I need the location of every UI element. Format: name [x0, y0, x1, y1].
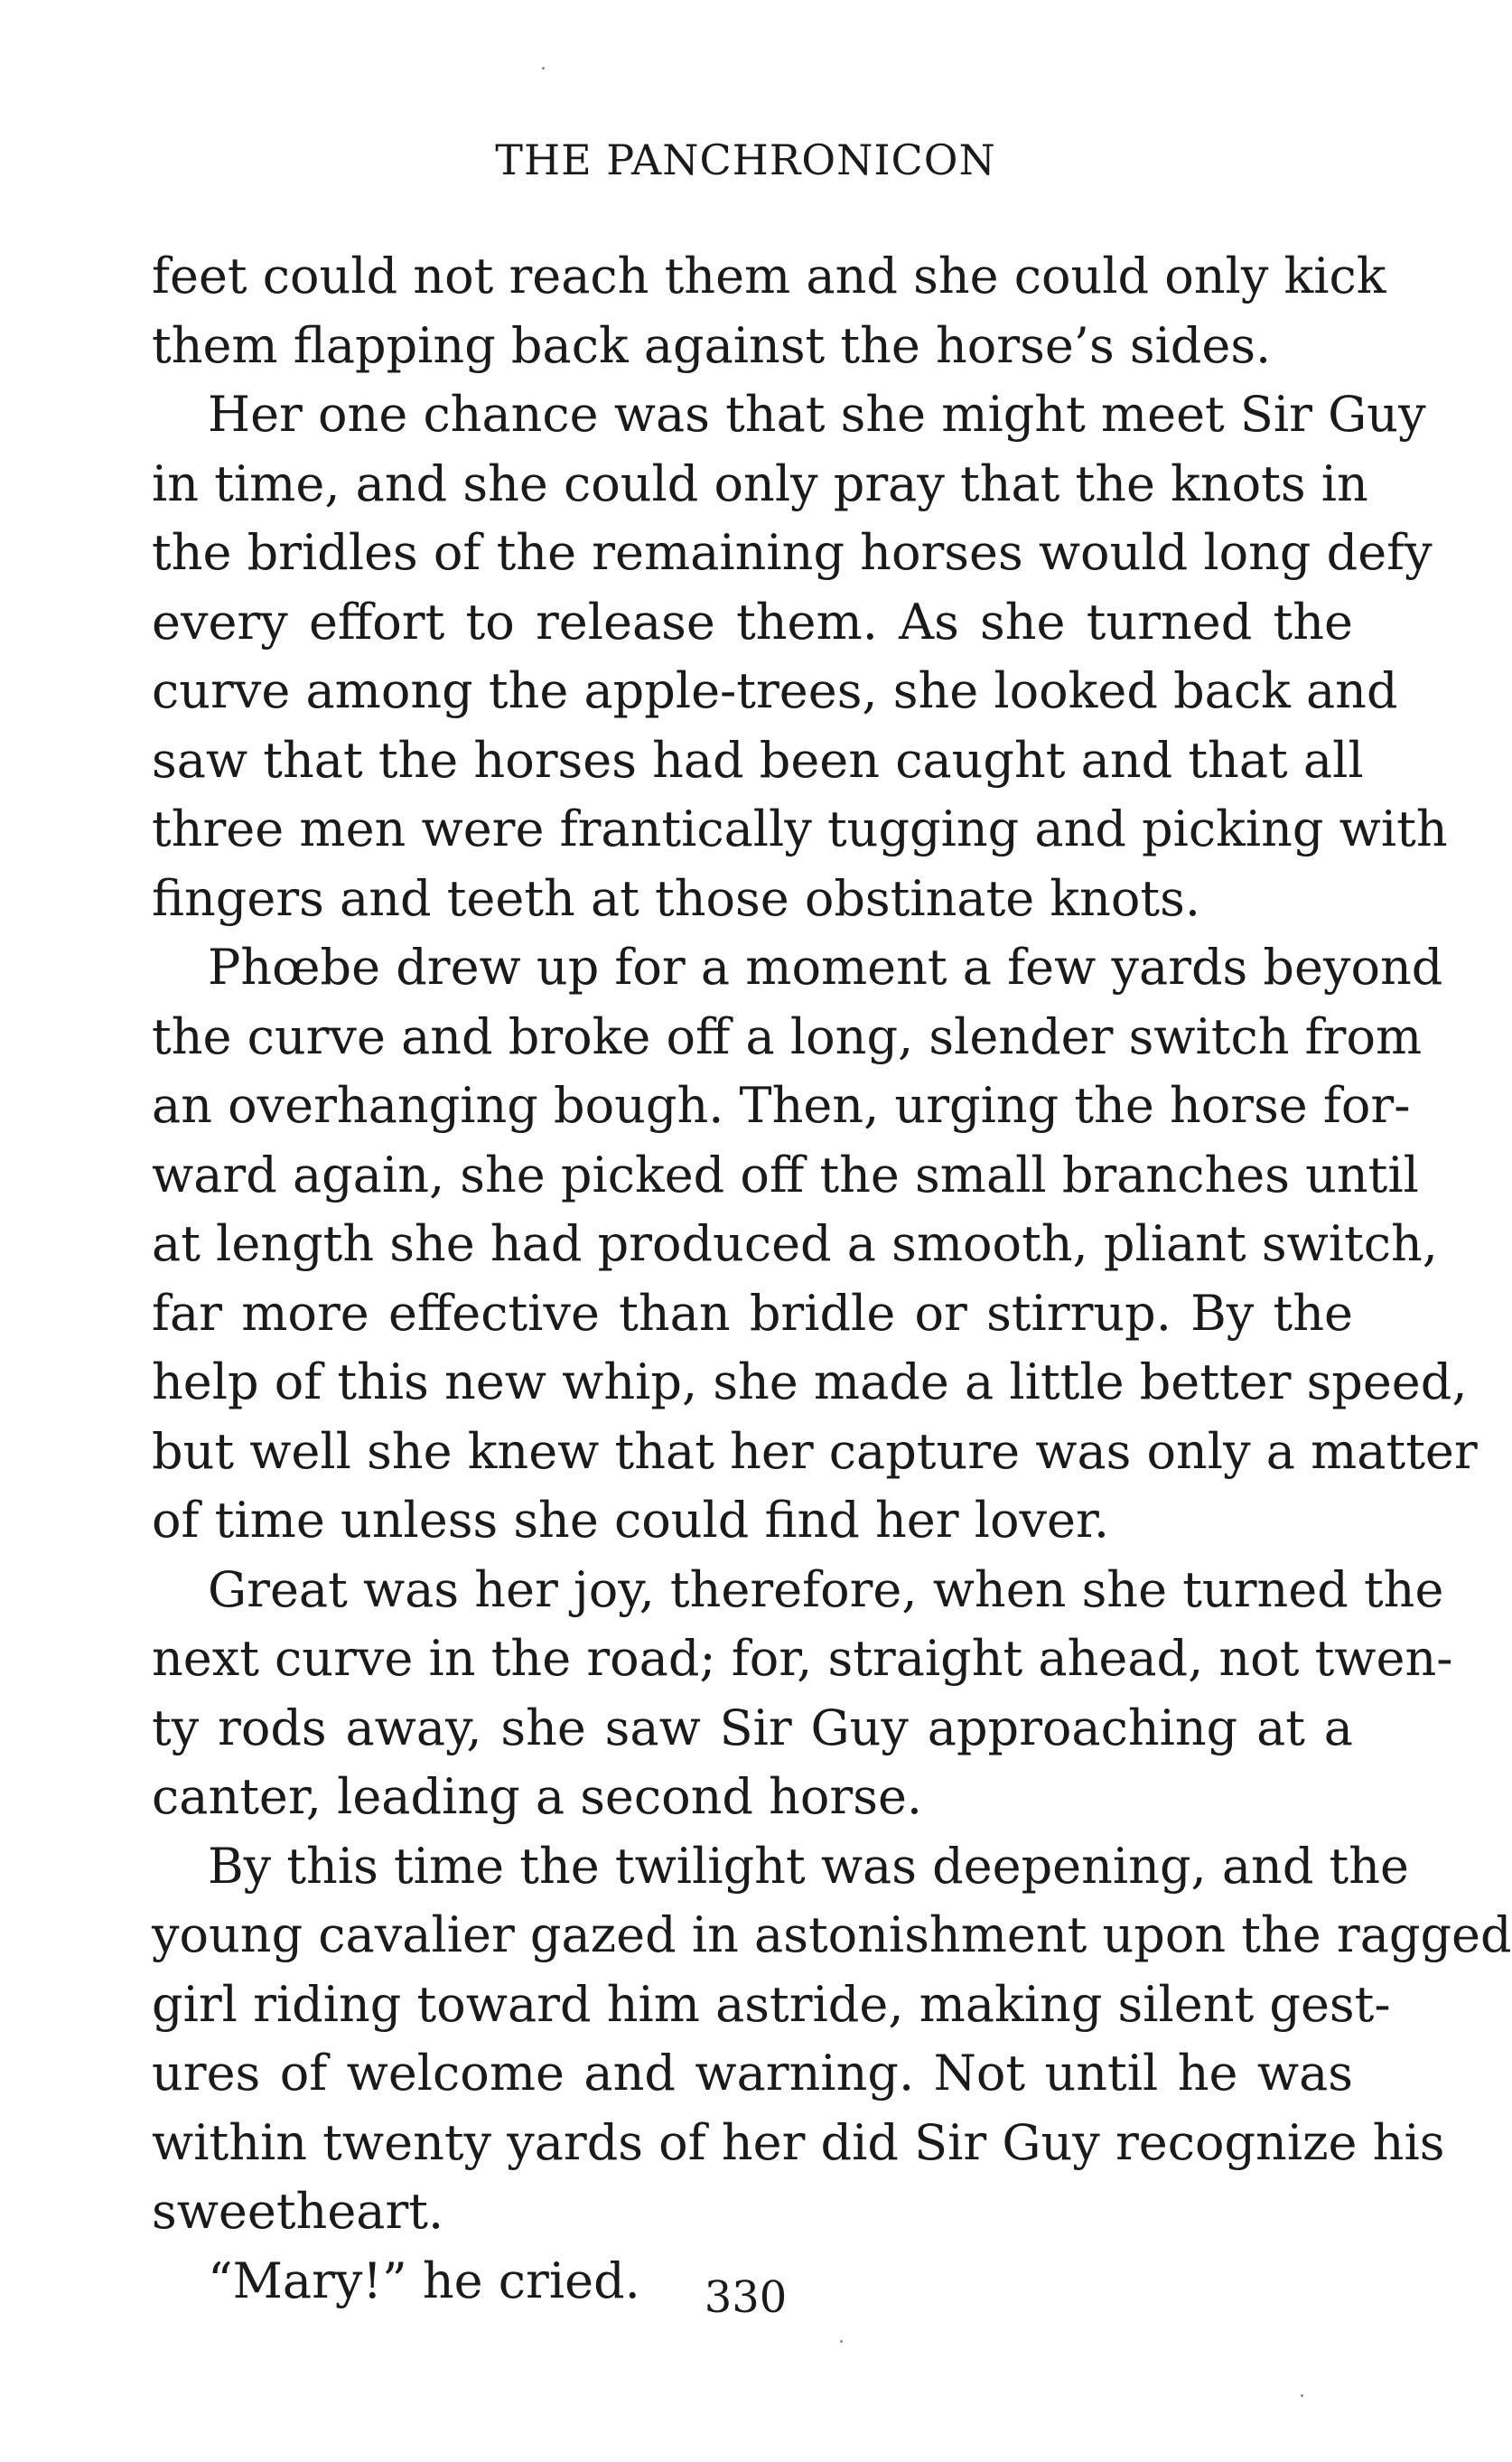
paper-speck: [1301, 2394, 1303, 2397]
text-line: ty rods away, she saw Sir Guy approaching at a: [152, 1699, 1353, 1756]
text-line: sweetheart.: [152, 2183, 444, 2240]
text-line: Her one chance was that she might meet Sir Guy: [208, 386, 1426, 443]
text-line: every effort to release them. As she turned the: [152, 593, 1353, 651]
text-line: far more effective than bridle or stirrup. By the: [152, 1284, 1353, 1342]
text-line: but well she knew that her capture was only a matter: [152, 1422, 1478, 1480]
text-line: fingers and teeth at those obstinate knots.: [152, 869, 1200, 927]
page-number: 330: [704, 2272, 788, 2323]
paragraph: [152, 933, 1478, 1556]
text-line: By this time the twilight was deepening, and the: [208, 1837, 1409, 1895]
text-line: ures of welcome and warning. Not until he was: [152, 2045, 1353, 2102]
text-line: of time unless she could find her lover.: [152, 1492, 1110, 1549]
paragraph: [152, 380, 1448, 933]
paper-speck: [840, 2340, 843, 2343]
text-line: young cavalier gazed in astonishment upon the ragged: [152, 1906, 1512, 1963]
text-line: next curve in the road; for, straight ahead, not twen-: [152, 1630, 1453, 1687]
text-line: girl riding toward him astride, making silent gest-: [152, 1975, 1391, 2033]
page-body: [152, 242, 1512, 2316]
text-line: in time, and she could only pray that the knots in: [152, 454, 1368, 512]
text-line: help of this new whip, she made a little better speed,: [152, 1353, 1468, 1410]
text-line: saw that the horses had been caught and that all: [152, 731, 1364, 789]
paragraph: [152, 242, 1386, 380]
text-line: canter, leading a second horse.: [152, 1768, 923, 1825]
text-line: at length she had produced a smooth, pliant switch,: [152, 1215, 1438, 1272]
text-line: an overhanging bough. Then, urging the horse for-: [152, 1077, 1411, 1134]
text-line: the curve and broke off a long, slender switch from: [152, 1007, 1423, 1065]
running-header: THE PANCHRONICON: [495, 136, 996, 184]
paragraph: [152, 1832, 1512, 2247]
text-line: curve among the apple-trees, she looked back and: [152, 662, 1398, 719]
text-line: “Mary!” he cried.: [208, 2251, 640, 2309]
text-line: within twenty yards of her did Sir Guy recognize his: [152, 2113, 1445, 2171]
text-line: Great was her joy, therefore, when she turned the: [208, 1560, 1444, 1618]
text-line: them flapping back against the horse’s sides.: [152, 316, 1272, 374]
text-line: the bridles of the remaining horses would long defy: [152, 524, 1433, 581]
text-line: Phœbe drew up for a moment a few yards beyond: [208, 939, 1443, 996]
text-line: ward again, she picked off the small branches until: [152, 1146, 1419, 1203]
paragraph: [152, 1556, 1453, 1832]
paper-speck: [542, 67, 545, 70]
text-line: three men were frantically tugging and picking with: [152, 800, 1448, 857]
text-line: feet could not reach them and she could only kick: [152, 248, 1386, 304]
